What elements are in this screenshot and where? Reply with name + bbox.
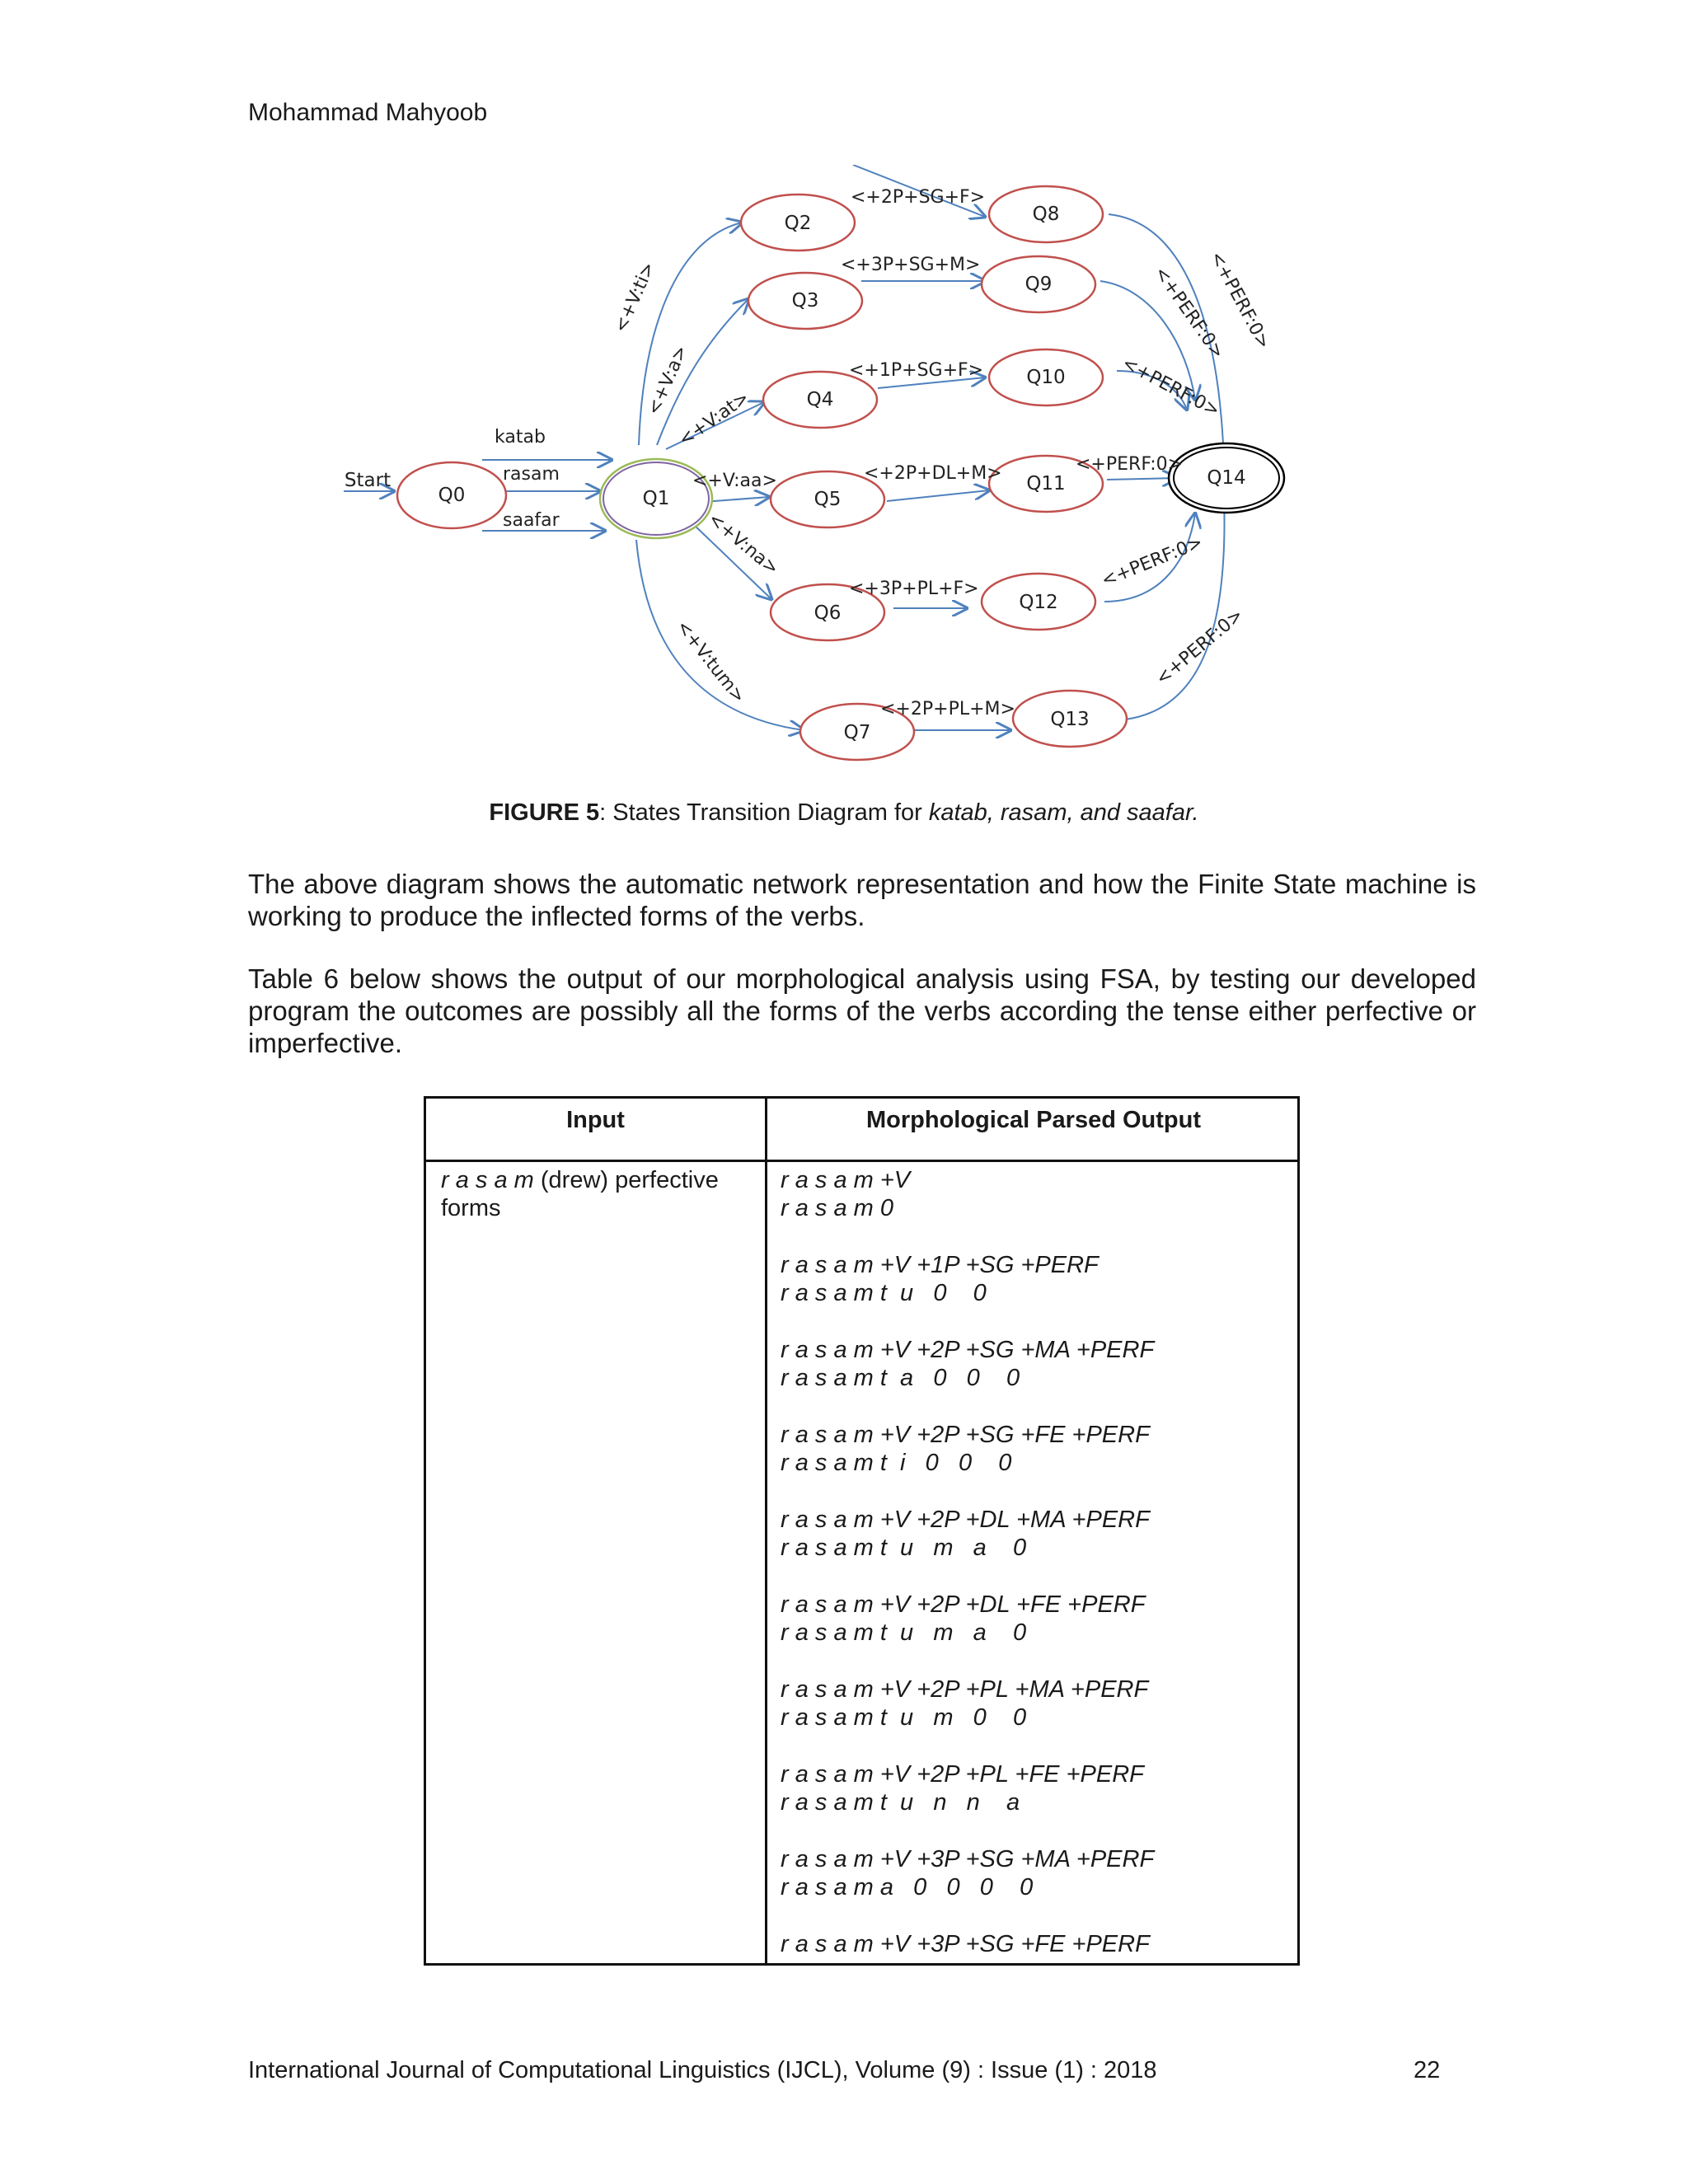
state-transition-diagram: [330, 165, 1319, 791]
input-word: r a s a m: [441, 1167, 534, 1193]
figure-caption-label: FIGURE 5: [489, 799, 600, 826]
parse-surface-line: r a s a m 0: [781, 1195, 893, 1221]
parse-analysis-line: r a s a m +V: [781, 1167, 911, 1193]
input-description: (drew) perfective forms: [441, 1167, 719, 1221]
parse-analysis-line: r a s a m +V +2P +SG +MA +PERF: [781, 1337, 1155, 1363]
parse-entry: [781, 1591, 1292, 1647]
state-q10-label: Q10: [1026, 367, 1066, 388]
table-input-cell: [441, 1166, 754, 1222]
parse-entry: [781, 1336, 1292, 1392]
figure-caption: [0, 799, 1688, 827]
edge-label-perf-q12: <+PERF:0>: [1098, 532, 1206, 592]
state-q14-label: Q14: [1207, 467, 1246, 489]
edge-label-1p-sg-f: <+1P+SG+F>: [849, 360, 984, 381]
edge-label-v-na: <+V:na>: [704, 509, 783, 580]
parse-analysis-line: r a s a m +V +1P +SG +PERF: [781, 1252, 1099, 1278]
parse-surface-line: r a s a m t u m a 0: [781, 1619, 1027, 1646]
edge-label-2p-sg-f: <+2P+SG+F>: [851, 187, 986, 208]
parse-surface-line: r a s a m t u m 0 0: [781, 1704, 1027, 1731]
edge-label-perf-q9: <+PERF:0>: [1150, 263, 1229, 363]
parse-entry: [781, 1760, 1292, 1816]
edge-label-3p-sg-m: <+3P+SG+M>: [841, 255, 981, 275]
parse-entry: [781, 1166, 1292, 1222]
state-q11-label: Q11: [1026, 473, 1066, 494]
edge-label-rasam: rasam: [503, 464, 560, 485]
parse-surface-line: r a s a m t u 0 0: [781, 1280, 987, 1306]
parse-surface-line: r a s a m t u n n a: [781, 1789, 1020, 1816]
edge-label-perf-q13: <+PERF:0>: [1151, 604, 1248, 690]
figure-caption-text: : States Transition Diagram for: [599, 799, 929, 826]
edge-label-2p-dl-m: <+2P+DL+M>: [864, 463, 1002, 484]
parse-entry: [781, 1930, 1292, 1958]
table-header-output: Morphological Parsed Output: [865, 1107, 1201, 1133]
edge-label-perf-q8: <+PERF:0>: [1205, 248, 1274, 353]
page-number: 22: [1414, 2057, 1441, 2083]
state-q2-label: Q2: [784, 213, 812, 234]
fsa-diagram-svg: [330, 165, 1319, 791]
edge-label-v-ti: <+V:ti>: [610, 259, 660, 336]
body-paragraph-2: Table 6 below shows the output of our morphological analysis using FSA, by testing our developed program the outcomes are possibly all the forms of the verbs according the tense either perfective or imperfective.: [248, 963, 1476, 1058]
parse-surface-line: r a s a m a 0 0 0 0: [781, 1874, 1034, 1900]
state-q12-label: Q12: [1019, 592, 1058, 613]
state-q0-label: Q0: [438, 485, 466, 506]
running-header-author: Mohammad Mahyoob: [248, 99, 488, 126]
parse-analysis-line: r a s a m +V +3P +SG +MA +PERF: [781, 1846, 1155, 1872]
state-q13-label: Q13: [1050, 709, 1090, 730]
edge-label-saafar: saafar: [503, 510, 560, 531]
parse-surface-line: r a s a m t a 0 0 0: [781, 1365, 1020, 1391]
body-paragraph-1: The above diagram shows the automatic network representation and how the Finite State machine is working to produce the inflected forms of the verbs.: [248, 869, 1476, 931]
parse-analysis-line: r a s a m +V +2P +SG +FE +PERF: [781, 1422, 1150, 1448]
edge-label-v-tum: <+V:tum>: [672, 616, 749, 708]
edge-labels: [495, 187, 1274, 719]
state-q8-label: Q8: [1032, 204, 1060, 225]
table-column-divider: [765, 1099, 767, 1963]
state-q6-label: Q6: [814, 602, 842, 624]
table-header-input: Input: [566, 1107, 625, 1133]
parse-entry: [781, 1421, 1292, 1477]
state-q4-label: Q4: [806, 389, 834, 410]
edge-label-3p-pl-f: <+3P+PL+F>: [849, 579, 979, 599]
table-header-divider: [426, 1160, 1297, 1162]
parse-entry: [781, 1251, 1292, 1307]
parse-entry: [781, 1675, 1292, 1732]
state-q9-label: Q9: [1025, 274, 1053, 295]
start-label: Start: [344, 470, 392, 491]
parse-surface-line: r a s a m t i 0 0 0: [781, 1450, 1012, 1476]
state-q7-label: Q7: [843, 722, 871, 743]
figure-caption-italic: katab, rasam, and saafar.: [928, 799, 1199, 826]
edge-label-v-aa: <+V:aa>: [692, 471, 777, 491]
state-q1-label: Q1: [642, 488, 670, 509]
parse-analysis-line: r a s a m +V +2P +DL +FE +PERF: [781, 1591, 1146, 1618]
state-q3-label: Q3: [791, 290, 819, 312]
footer-journal: International Journal of Computational Linguistics (IJCL), Volume (9) : Issue (1) : 2018: [248, 2057, 1157, 2083]
parse-entry: [781, 1506, 1292, 1562]
parse-analysis-line: r a s a m +V +3P +SG +FE +PERF: [781, 1931, 1150, 1957]
edge-label-v-at: <+V:at>: [675, 387, 753, 451]
state-q5-label: Q5: [814, 489, 842, 510]
edge-label-v-a: <+V:a>: [643, 342, 692, 419]
parse-analysis-line: r a s a m +V +2P +DL +MA +PERF: [781, 1507, 1150, 1533]
results-table: [424, 1096, 1300, 1966]
edge-label-katab: katab: [495, 427, 546, 448]
edge-label-2p-pl-m: <+2P+PL+M>: [880, 699, 1015, 719]
table-output-cell: [781, 1166, 1292, 1961]
parse-analysis-line: r a s a m +V +2P +PL +FE +PERF: [781, 1761, 1144, 1788]
parse-analysis-line: r a s a m +V +2P +PL +MA +PERF: [781, 1676, 1149, 1703]
parse-surface-line: r a s a m t u m a 0: [781, 1535, 1027, 1561]
edge-label-perf-q10: <+PERF:0>: [1118, 353, 1223, 422]
edge-label-perf-q11: <+PERF:0>: [1076, 454, 1184, 475]
parse-entry: [781, 1845, 1292, 1901]
